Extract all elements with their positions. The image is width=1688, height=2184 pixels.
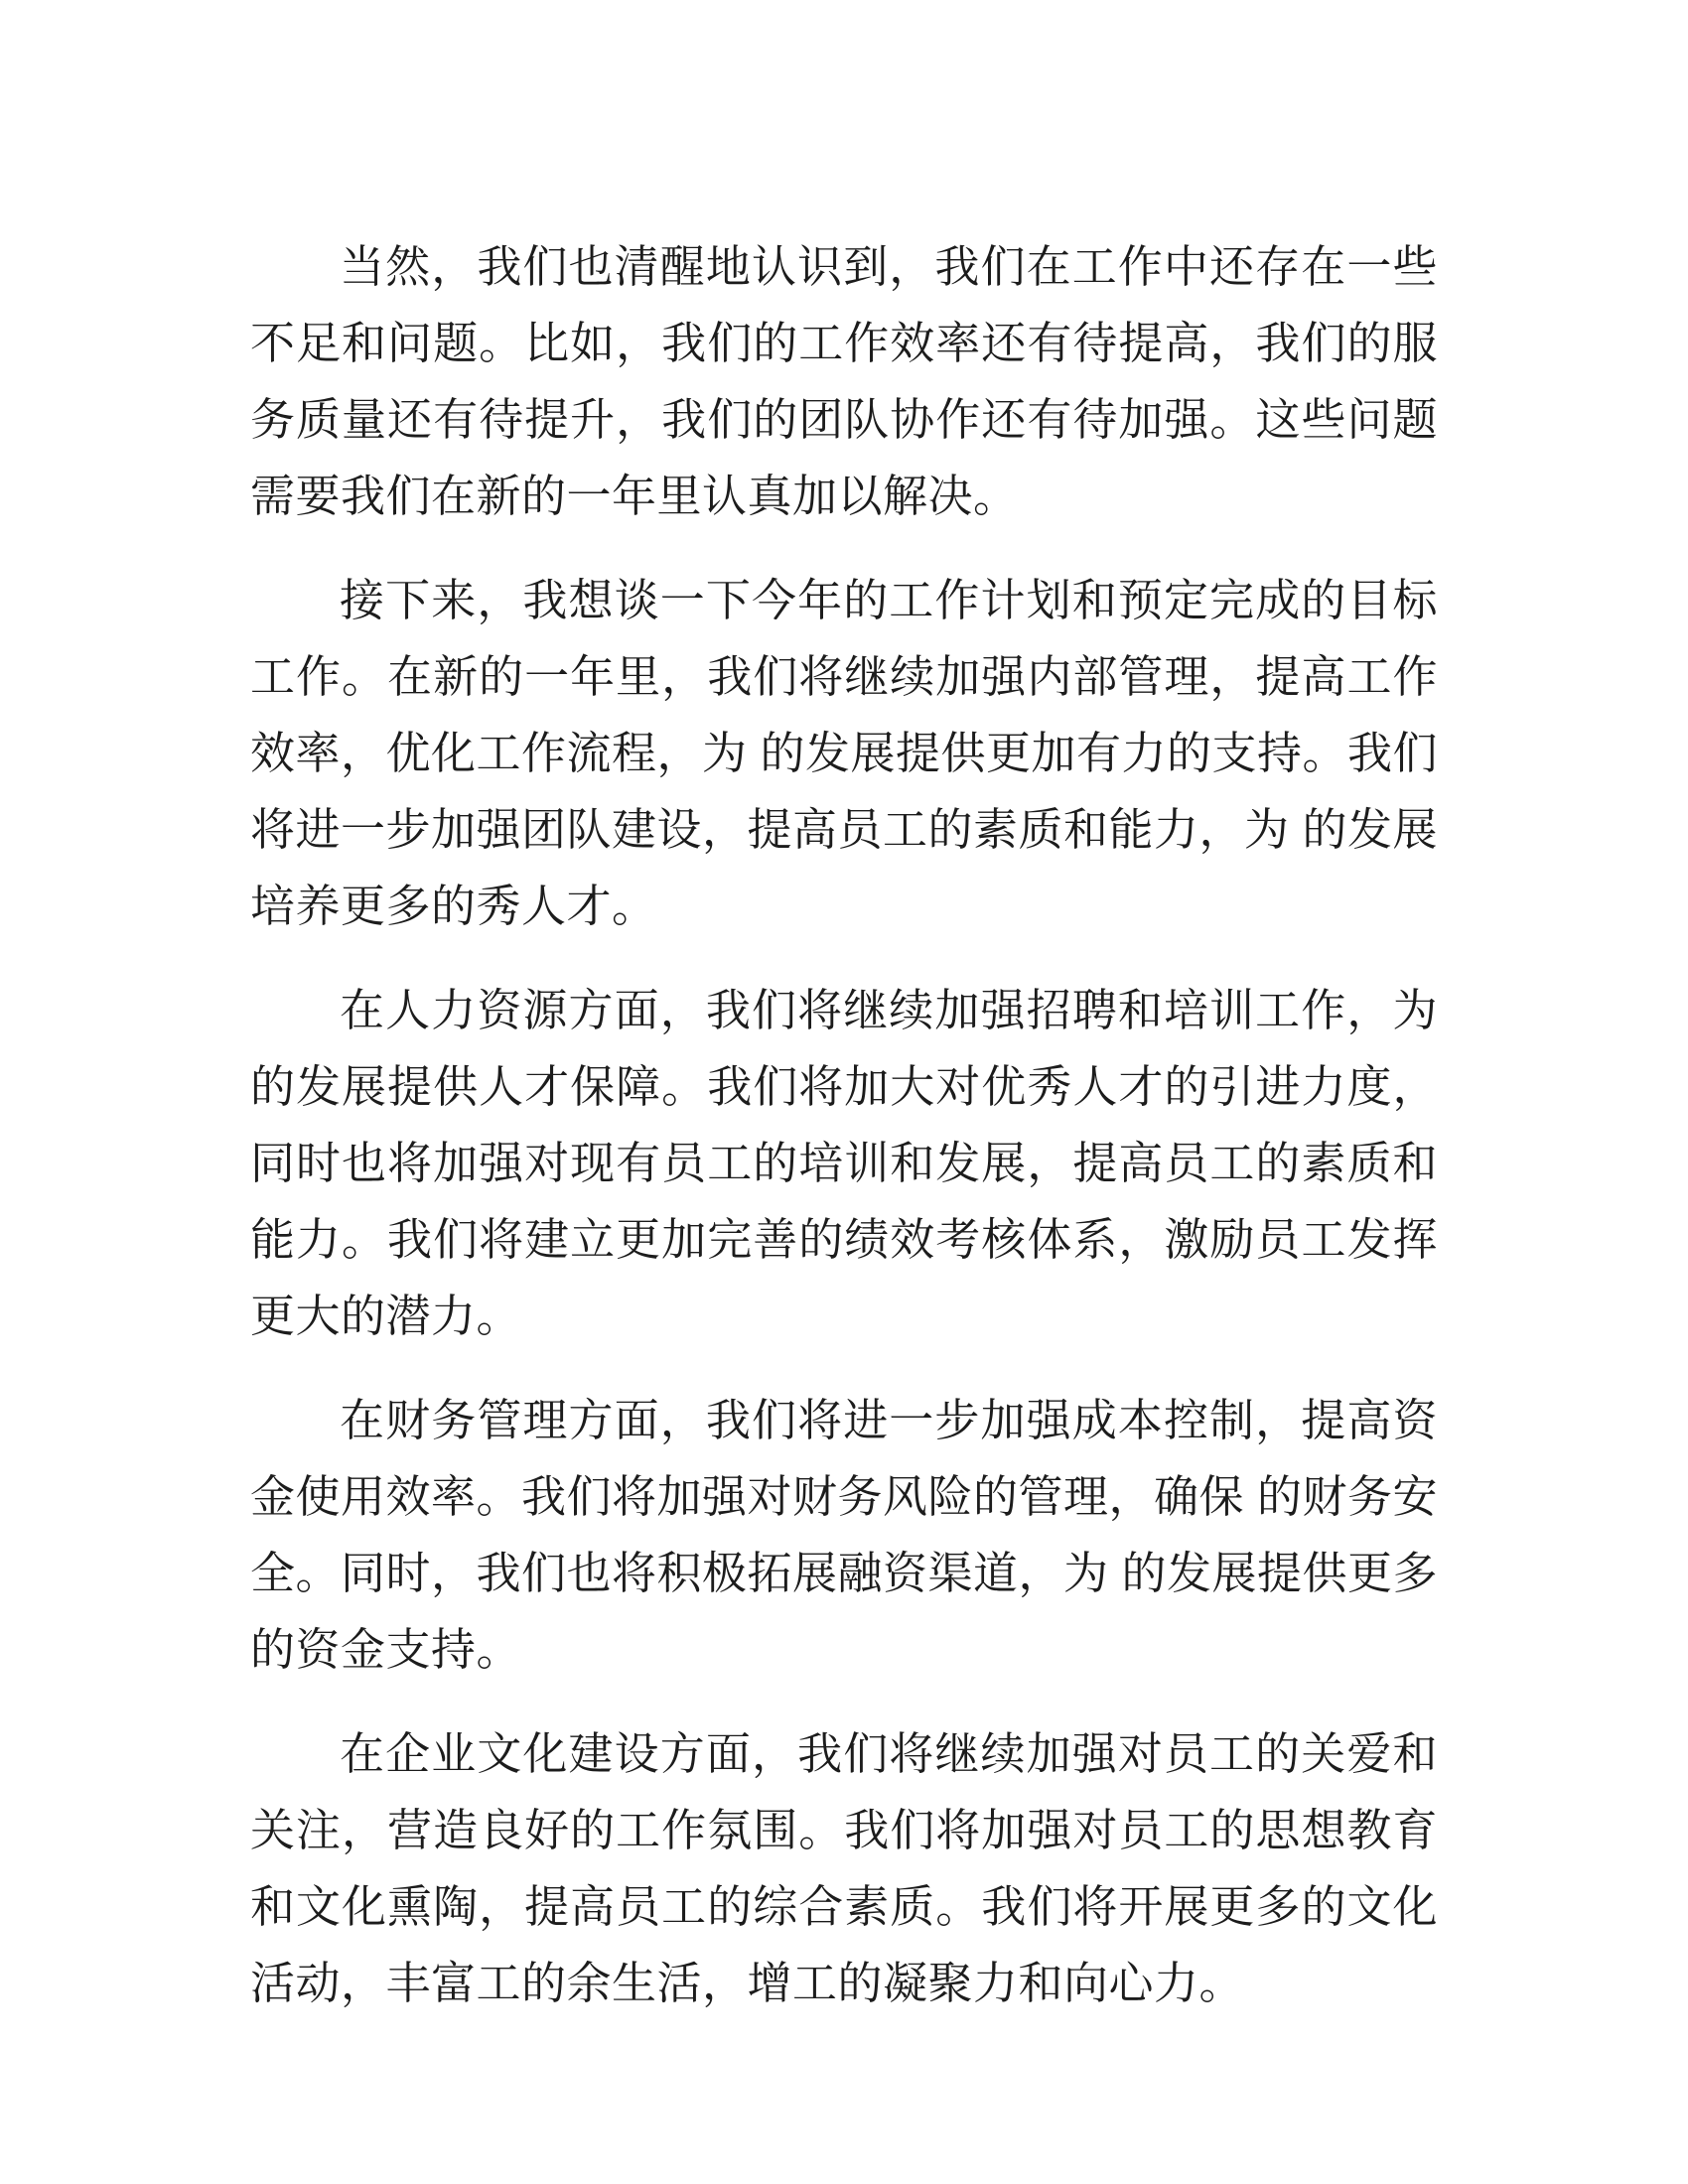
paragraph-2: 接下来，我想谈一下今年的工作计划和预定完成的目标工作。在新的一年里，我们将继续加强内部管理，提高工作效率，优化工作流程，为 的发展提供更加有力的支持。我们将进一步加强团队建设，提高员工的素质和能力，为 的发展培养更多的秀人才。 bbox=[250, 575, 1439, 931]
paragraph-3: 在人力资源方面，我们将继续加强招聘和培训工作，为 的发展提供人才保障。我们将加大对优秀人才的引进力度，同时也将加强对现有员工的培训和发展，提高员工的素质和能力。我们将建立更加完善的绩效考核体系，激励员工发挥更大的潜力。 bbox=[250, 985, 1438, 1341]
paragraph-4: 在财务管理方面，我们将进一步加强成本控制，提高资金使用效率。我们将加强对财务风险的管理，确保 的财务安全。同时，我们也将积极拓展融资渠道，为 的发展提供更多的资金支持。 bbox=[250, 1395, 1439, 1675]
paragraph-5: 在企业文化建设方面，我们将继续加强对员工的关爱和关注，营造良好的工作氛围。我们将加强对员工的思想教育和文化熏陶，提高员工的综合素质。我们将开展更多的文化活动，丰富工的余生活，增工的凝聚力和向心力。 bbox=[250, 1728, 1438, 2008]
paragraph-1: 当然，我们也清醒地认识到，我们在工作中还存在一些不足和问题。比如，我们的工作效率还有待提高，我们的服务质量还有待提升，我们的团队协作还有待加强。这些问题需要我们在新的一年里认真加以解决。 bbox=[250, 241, 1438, 521]
